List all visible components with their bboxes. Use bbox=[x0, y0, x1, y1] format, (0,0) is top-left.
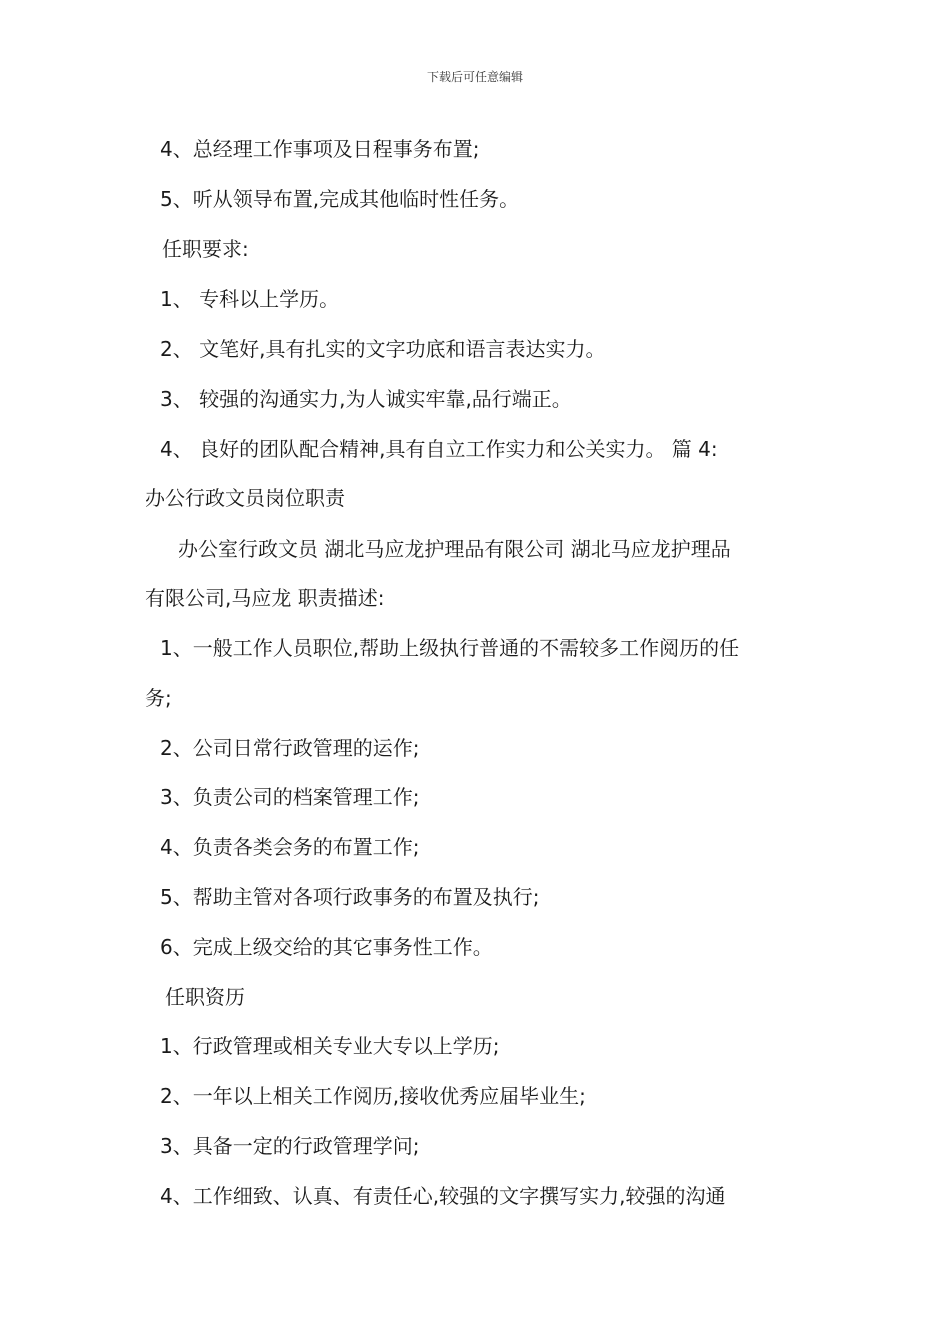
text-line: 2、 文笔好,具有扎实的文字功底和语言表达实力。 bbox=[160, 337, 606, 361]
page-header: 下载后可任意编辑 bbox=[426, 70, 523, 84]
text-line: 3、具备一定的行政管理学问; bbox=[160, 1134, 420, 1158]
text-line: 1、一般工作人员职位,帮助上级执行普通的不需较多工作阅历的任 bbox=[160, 636, 740, 660]
text-line: 5、帮助主管对各项行政事务的布置及执行; bbox=[160, 885, 540, 909]
text-line: 办公室行政文员 湖北马应龙护理品有限公司 湖北马应龙护理品 bbox=[178, 537, 731, 561]
text-line: 3、 较强的沟通实力,为人诚实牢靠,品行端正。 bbox=[160, 387, 572, 411]
text-line: 4、负责各类会务的布置工作; bbox=[160, 835, 420, 859]
text-line: 1、 专科以上学历。 bbox=[160, 287, 340, 311]
text-line: 1、行政管理或相关专业大专以上学历; bbox=[160, 1034, 500, 1058]
text-line: 3、负责公司的档案管理工作; bbox=[160, 785, 420, 809]
text-line: 务; bbox=[145, 686, 172, 710]
text-line: 有限公司,马应龙 职责描述: bbox=[145, 586, 385, 610]
text-line: 4、总经理工作事项及日程事务布置; bbox=[160, 137, 480, 161]
text-line: 4、工作细致、认真、有责任心,较强的文字撰写实力,较强的沟通 bbox=[160, 1184, 726, 1208]
section-heading: 任职要求: bbox=[162, 237, 249, 261]
text-line: 5、听从领导布置,完成其他临时性任务。 bbox=[160, 187, 520, 211]
text-line: 6、完成上级交给的其它事务性工作。 bbox=[160, 935, 493, 959]
text-line: 2、一年以上相关工作阅历,接收优秀应届毕业生; bbox=[160, 1084, 586, 1108]
text-line: 2、公司日常行政管理的运作; bbox=[160, 736, 420, 760]
text-line: 4、 良好的团队配合精神,具有自立工作实力和公关实力。 篇 4: bbox=[160, 437, 718, 461]
section-heading: 办公行政文员岗位职责 bbox=[145, 486, 345, 510]
section-heading: 任职资历 bbox=[165, 985, 245, 1009]
